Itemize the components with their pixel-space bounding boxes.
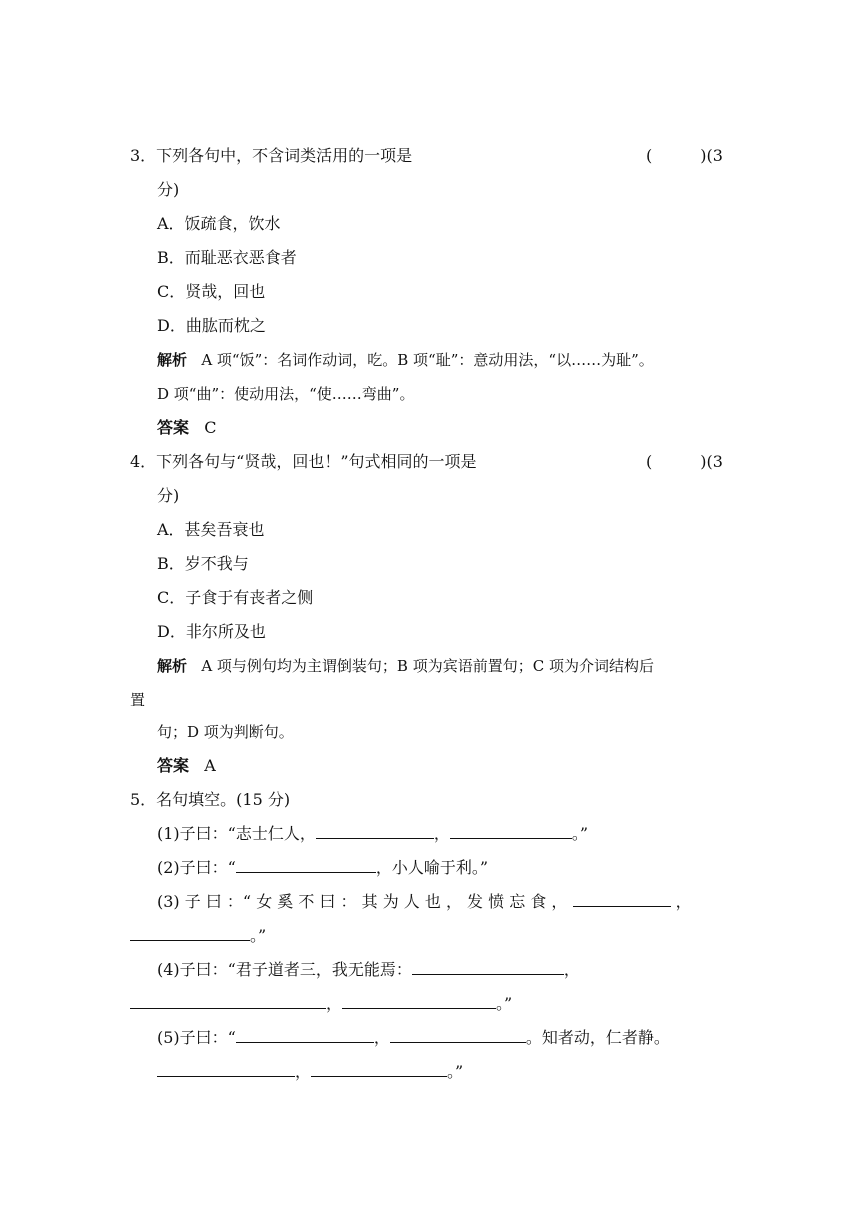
q5-sentence-5-cont (157, 1062, 463, 1082)
q4-answer-paren: ( )(3 (646, 452, 723, 471)
q4-analysis-text: A 项与例句均为主谓倒装句；B 项为宾语前置句；C 项为介词结构后 (201, 657, 654, 675)
fill-blank[interactable] (390, 1028, 526, 1043)
q4-analysis-label: 解析 (157, 657, 188, 675)
q5-s5-comma2: ， (295, 1062, 312, 1081)
q4-option-d: D．非尔所及也 (157, 622, 266, 641)
q3-answer-paren: ( )(3 (646, 146, 723, 165)
q5-s1-prefix: (1)子曰：“志士仁人， (157, 824, 316, 843)
q5-sentence-4-cont (130, 994, 512, 1014)
q5-stem: 5．名句填空。(15 分) (130, 790, 291, 809)
q3-answer-value: C (204, 418, 217, 437)
q5-sentence-2 (157, 858, 488, 878)
fill-blank[interactable] (342, 994, 496, 1009)
q4-answer-label: 答案 (157, 756, 190, 775)
q3-answer-label: 答案 (157, 418, 190, 437)
q4-answer (157, 756, 216, 776)
fill-blank[interactable] (573, 892, 671, 907)
q5-s4-comma: ， (563, 960, 580, 979)
q5-s4-end: 。” (496, 994, 513, 1013)
q3-score-tail: 分) (157, 180, 180, 199)
fill-blank[interactable] (236, 858, 376, 873)
q3-analysis-text: A 项“饭”：名词作动词，吃。B 项“耻”：意动用法，“以……为耻”。 (201, 351, 654, 369)
q3-option-a: A．饭疏食，饮水 (157, 214, 281, 233)
fill-blank[interactable] (130, 926, 250, 941)
q5-s4-comma2: ， (326, 994, 343, 1013)
q5-s2-suffix: ，小人喻于利。” (375, 858, 489, 877)
fill-blank[interactable] (316, 824, 434, 839)
q5-s5-comma: ， (373, 1028, 390, 1047)
q3-stem: 3．下列各句中，不含词类活用的一项是 (130, 146, 413, 165)
q3-analysis-label: 解析 (157, 351, 188, 369)
q4-score-tail: 分) (157, 486, 180, 505)
q5-s1-comma: ， (433, 824, 450, 843)
fill-blank[interactable] (157, 1062, 295, 1077)
q4-analysis-line3: 句；D 项为判断句。 (157, 723, 294, 741)
q3-option-b: B．而耻恶衣恶食者 (157, 248, 297, 267)
q5-sentence-3 (157, 892, 692, 912)
q3-option-c: C．贤哉，回也 (157, 282, 266, 301)
q5-s2-prefix: (2)子曰：“ (157, 858, 236, 877)
q5-sentence-1 (157, 824, 588, 844)
q4-option-a: A．甚矣吾衰也 (157, 520, 265, 539)
fill-blank[interactable] (450, 824, 572, 839)
q5-s3-end: 。” (250, 926, 267, 945)
q5-s1-end: 。” (571, 824, 589, 843)
q5-s5-middle: 。知者动，仁者静。 (525, 1028, 670, 1047)
q3-analysis (157, 350, 654, 370)
q5-s5-end: 。” (447, 1062, 464, 1081)
q4-stem: 4．下列各句与“贤哉，回也！”句式相同的一项是 (130, 452, 477, 471)
q5-sentence-4 (157, 960, 580, 980)
fill-blank[interactable] (236, 1028, 374, 1043)
q5-s5-prefix: (5)子曰：“ (157, 1028, 236, 1047)
q5-sentence-3-cont (130, 926, 266, 946)
q4-analysis (157, 656, 654, 676)
q3-answer (157, 418, 217, 438)
q5-sentence-5 (157, 1028, 670, 1048)
q4-option-c: C．子食于有丧者之侧 (157, 588, 314, 607)
q4-option-b: B．岁不我与 (157, 554, 249, 573)
fill-blank[interactable] (311, 1062, 447, 1077)
q3-option-d: D．曲肱而枕之 (157, 316, 266, 335)
fill-blank[interactable] (412, 960, 564, 975)
q4-analysis-line2: 置 (130, 691, 146, 709)
q5-s3-comma: ， (675, 892, 692, 911)
q5-s4-prefix: (4)子曰：“君子道者三，我无能焉： (157, 960, 412, 979)
q4-answer-value: A (204, 756, 216, 775)
q5-s3-prefix: (3) 子 曰 ：“ 女 奚 不 曰 ： 其 为 人 也 ， 发 愤 忘 食 ， (157, 892, 568, 911)
fill-blank[interactable] (130, 994, 326, 1009)
q3-analysis-line2: D 项“曲”：使动用法，“使……弯曲”。 (157, 385, 415, 403)
